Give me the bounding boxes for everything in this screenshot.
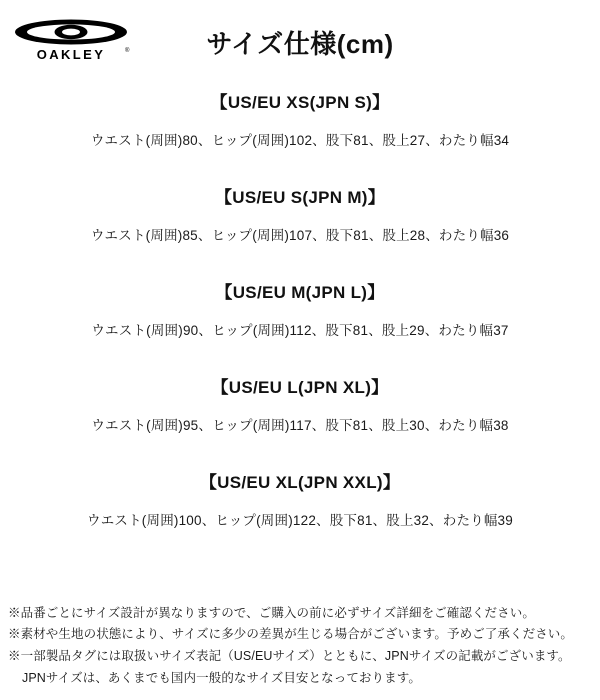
size-measurements: ウエスト(周囲)95、ヒップ(周囲)117、股下81、股上30、わたり幅38 bbox=[91, 418, 509, 433]
svg-text:OAKLEY: OAKLEY bbox=[36, 47, 106, 62]
size-block bbox=[0, 278, 600, 339]
size-measurements: ウエスト(周囲)90、ヒップ(周囲)112、股下81、股上29、わたり幅37 bbox=[91, 323, 509, 338]
size-heading: 【US/EU M(JPN L)】 bbox=[215, 283, 385, 302]
page-header bbox=[0, 0, 600, 78]
svg-text:®: ® bbox=[125, 48, 130, 54]
size-measurements: ウエスト(周囲)100、ヒップ(周囲)122、股下81、股上32、わたり幅39 bbox=[87, 513, 513, 528]
size-heading: 【US/EU XL(JPN XXL)】 bbox=[199, 473, 401, 492]
page-title: サイズ仕様(cm) bbox=[206, 29, 394, 59]
size-block bbox=[0, 88, 600, 149]
size-block bbox=[0, 468, 600, 529]
size-heading: 【US/EU S(JPN M)】 bbox=[214, 188, 386, 207]
note-line: ※素材や生地の状態により、サイズに多少の差異が生じる場合がございます。予めご了承ください。 bbox=[8, 627, 574, 642]
note-line: ※品番ごとにサイズ設計が異なりますので、ご購入の前に必ずサイズ詳細をご確認ください。 bbox=[8, 605, 535, 620]
size-block bbox=[0, 373, 600, 434]
size-measurements: ウエスト(周囲)80、ヒップ(周囲)102、股下81、股上27、わたり幅34 bbox=[90, 133, 510, 148]
size-heading: 【US/EU L(JPN XL)】 bbox=[211, 378, 389, 397]
note-line: ※一部製品タグには取扱いサイズ表記（US/EUサイズ）とともに、JPNサイズの記載がございます。 bbox=[8, 649, 571, 664]
size-spec-list bbox=[0, 88, 600, 529]
size-measurements: ウエスト(周囲)85、ヒップ(周囲)107、股下81、股上28、わたり幅36 bbox=[90, 228, 510, 243]
size-heading: 【US/EU XS(JPN S)】 bbox=[210, 93, 390, 112]
size-block bbox=[0, 183, 600, 244]
note-line: JPNサイズは、あくまでも国内一般的なサイズ目安となっております。 bbox=[22, 671, 421, 686]
footer-notes bbox=[8, 603, 592, 691]
